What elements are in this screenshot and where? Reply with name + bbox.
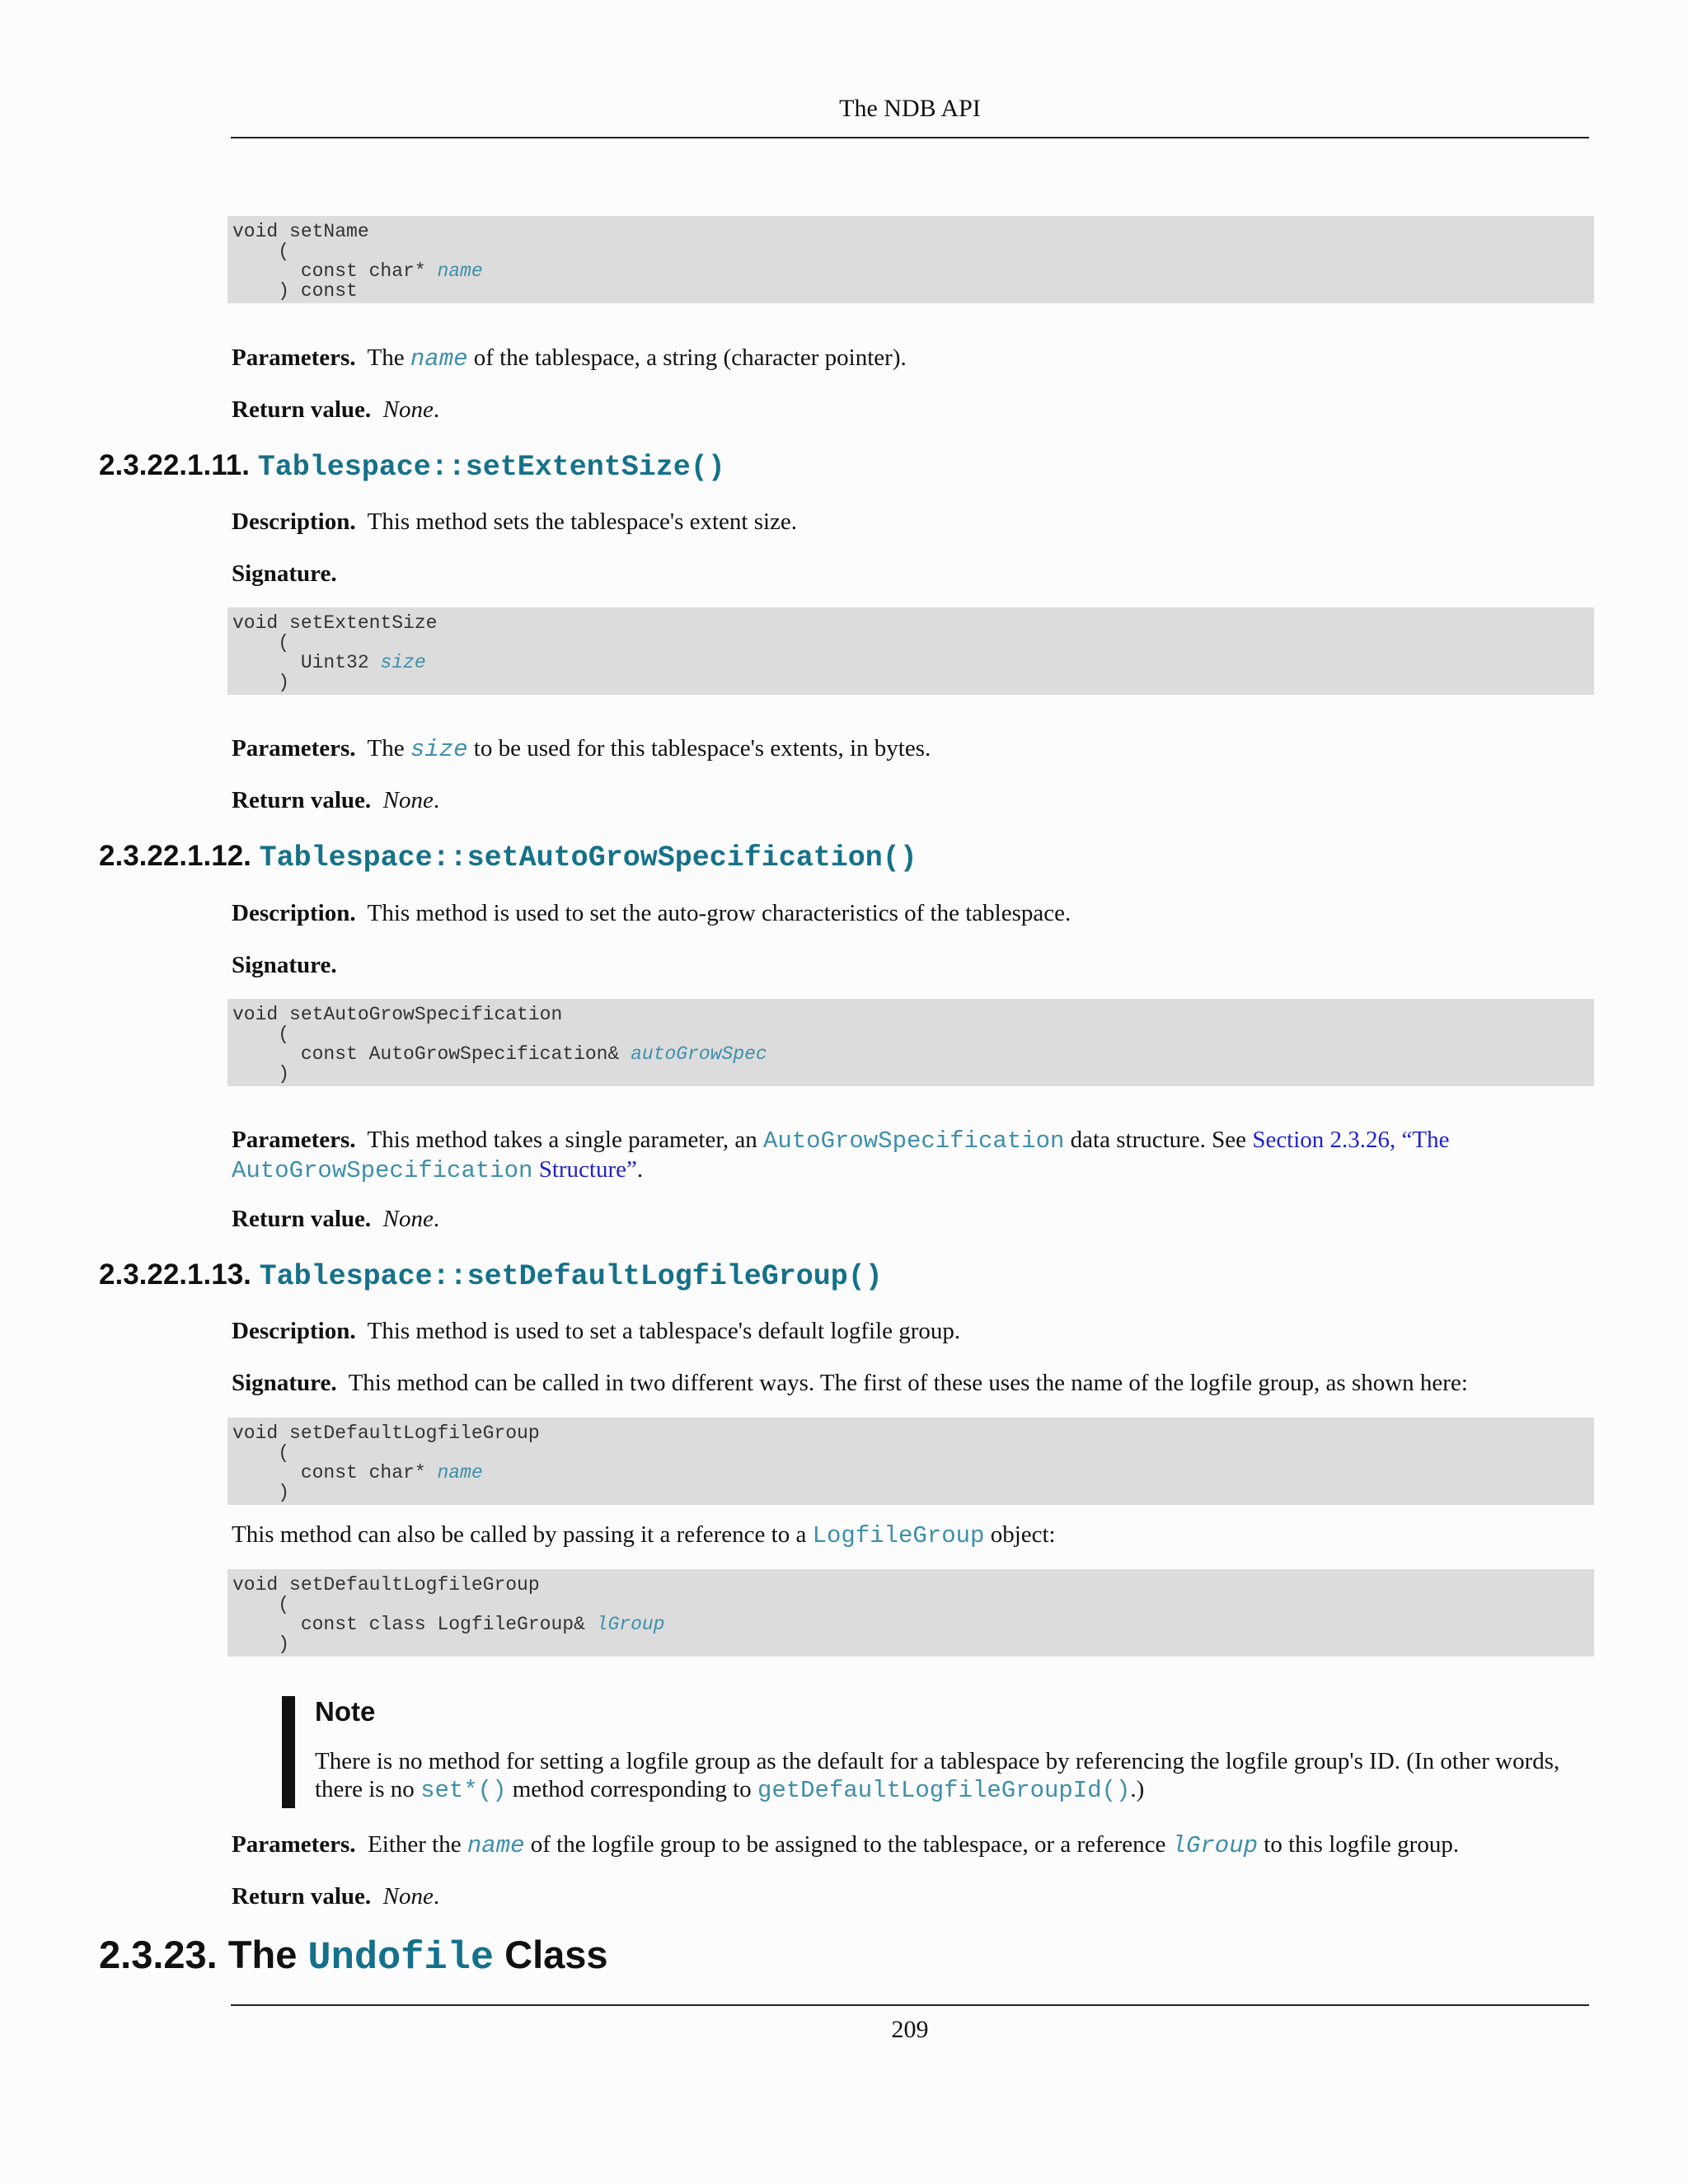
page-header-title: The NDB API (839, 95, 981, 122)
code-block-setdefaultlogfilegroup-name: void setDefaultLogfileGroup ( const char* name ) (227, 1418, 1594, 1505)
param-term: name (410, 345, 468, 373)
parameters-setextentsize: Parameters. The size to be used for this tablespace's extents, in bytes. (232, 735, 931, 763)
code-block-setautogrowspecification: void setAutoGrowSpecification ( const AutoGrowSpecification& autoGrowSpec ) (227, 999, 1594, 1086)
note-title: Note (315, 1696, 376, 1727)
section-link[interactable]: Section 2.3.26, “The AutoGrowSpecification Structure” (232, 1127, 1450, 1184)
alternate-call-text: This method can also be called by passing it a reference to a LogfileGroup object: (232, 1521, 1056, 1549)
note-body: There is no method for setting a logfile group as the default for a tablespace by referencing the logfile group's ID. (In other words, there is no set*() method corresponding to getDefaultLogfileGroupId().) (315, 1748, 1560, 1804)
note-bar (282, 1696, 295, 1808)
param-term: name (467, 1832, 525, 1859)
signature-label-setextentsize: Signature. (232, 560, 337, 587)
description-setextentsize: Description. This method sets the tablespace's extent size. (232, 509, 798, 535)
parameters-setautogrowspecification: Parameters. This method takes a single parameter, an AutoGrowSpecification data structure. See Section 2.3.26, “The AutoGrowSpecification Structure”. (232, 1127, 1450, 1184)
param-term: lGroup (1171, 1832, 1259, 1859)
description-setdefaultlogfilegroup: Description. This method is used to set a tablespace's default logfile group. (232, 1318, 961, 1344)
return-value-setextentsize: Return value. None. (232, 787, 440, 813)
code-param: name (437, 1462, 483, 1483)
note-term: getDefaultLogfileGroupId() (757, 1777, 1131, 1804)
parameters-setdefaultlogfilegroup: Parameters. Either the name of the logfile group to be assigned to the tablespace, or a reference lGroup to this logfile group. (232, 1831, 1460, 1859)
page-number: 209 (891, 2016, 929, 2043)
code-block-setname: void setName ( const char* name ) const (227, 216, 1594, 303)
code-param: autoGrowSpec (631, 1043, 767, 1065)
param-term: LogfileGroup (812, 1522, 985, 1549)
heading-setautogrowspecification: 2.3.22.1.12. Tablespace::setAutoGrowSpecification() (99, 840, 917, 874)
signature-setdefaultlogfilegroup: Signature. This method can be called in two different ways. The first of these uses the name of the logfile group, as shown here: (232, 1370, 1468, 1396)
return-value-setautogrowspecification: Return value. None. (232, 1206, 440, 1232)
description-setautogrowspecification: Description. This method is used to set the auto-grow characteristics of the tablespace. (232, 900, 1071, 926)
code-block-setdefaultlogfilegroup-lgroup: void setDefaultLogfileGroup ( const class LogfileGroup& lGroup ) (227, 1569, 1594, 1657)
heading-setextentsize: 2.3.22.1.11. Tablespace::setExtentSize() (99, 449, 725, 484)
code-param: name (437, 260, 483, 282)
parameters-setname: Parameters. The name of the tablespace, a string (character pointer). (232, 344, 907, 373)
footer-rule (231, 2004, 1589, 2006)
code-param: lGroup (596, 1614, 665, 1635)
param-term: AutoGrowSpecification (762, 1127, 1065, 1155)
section-heading-undofile: 2.3.23. The Undofile Class (99, 1933, 608, 1980)
return-value-setname: Return value. None. (232, 396, 440, 423)
note-term: set*() (420, 1777, 507, 1804)
signature-label-setautogrowspecification: Signature. (232, 952, 337, 978)
return-value-setdefaultlogfilegroup: Return value. None. (232, 1883, 440, 1910)
param-term: size (410, 736, 468, 763)
header-rule (231, 137, 1589, 138)
heading-setdefaultlogfilegroup: 2.3.22.1.13. Tablespace::setDefaultLogfileGroup() (99, 1258, 883, 1293)
code-param: size (380, 652, 426, 673)
code-block-setextentsize: void setExtentSize ( Uint32 size ) (227, 607, 1594, 695)
